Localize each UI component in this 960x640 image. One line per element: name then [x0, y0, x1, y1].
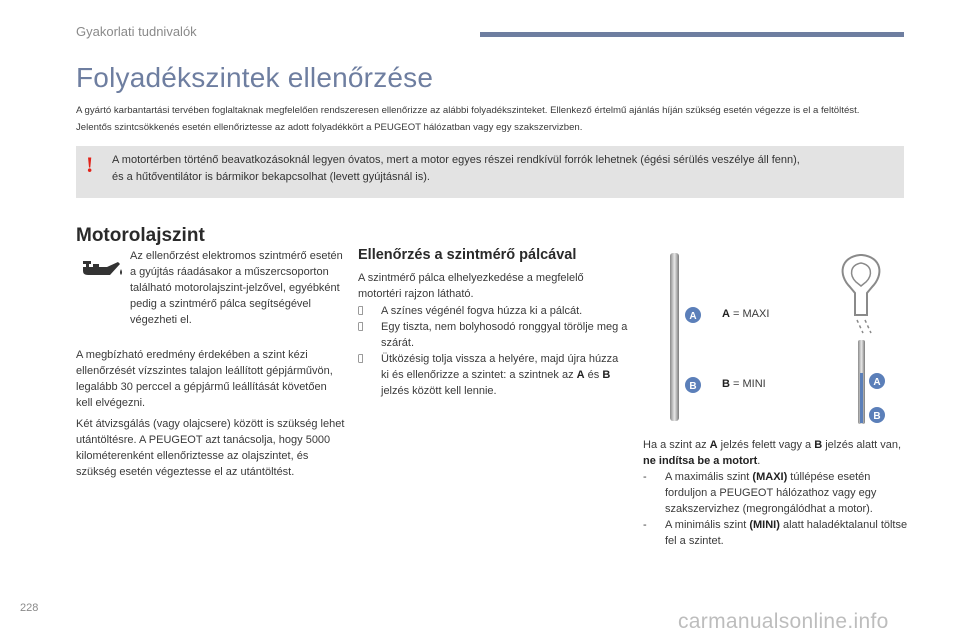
- marker-b-ref: B: [814, 439, 823, 451]
- marker-b-text: B: [689, 381, 697, 392]
- header-bar: [480, 32, 904, 37]
- marker-a-badge: [869, 373, 885, 389]
- marker-a-ref: A: [709, 439, 718, 451]
- bullet-icon: [358, 319, 378, 335]
- result-part: jelzés felett vagy a: [717, 439, 815, 451]
- warning-line: és a hűtőventilátor is bármikor bekapcsolhat (levett gyújtásnál is).: [112, 171, 430, 183]
- dipstick-illustration: [655, 245, 905, 430]
- dash-part: A maximális szint: [665, 471, 753, 483]
- bullet-icon: [358, 351, 378, 367]
- maxi-text: = MAXI: [729, 308, 770, 320]
- step-text: [358, 351, 628, 399]
- section-heading-engine-oil: Motorolajszint: [76, 225, 205, 246]
- dash-text: [643, 469, 913, 517]
- step-text-part: és: [584, 369, 603, 381]
- oil-intro-text: Az ellenőrzést elektromos szintmérő esetén a gyújtás ráadásakor a műszercsoporton található motorolajszint-jelzővel, egyébként pedig a szintmérő pálca segítségével végezheti el.: [130, 250, 343, 326]
- intro-line: Jelentős szintcsökkenés esetén ellenőriztesse az adott folyadékkört a PEUGEOT hálózatban vagy egy szakszervizben.: [76, 122, 583, 133]
- warning-icon: !: [86, 152, 94, 177]
- marker-b-badge: [685, 377, 701, 393]
- result-dash-item: [643, 469, 913, 517]
- marker-a-text: A: [689, 311, 697, 322]
- oil-can-icon: [80, 255, 124, 281]
- warning-box: [76, 146, 904, 198]
- warning-text: [112, 152, 892, 186]
- mini-text: = MINI: [729, 378, 766, 390]
- result-emphasis: ne indítsa be a motort: [643, 455, 758, 467]
- page-title: Folyadékszintek ellenőrzése: [76, 62, 434, 93]
- dipstick-step: [358, 351, 628, 399]
- result-part: Ha a szint az: [643, 439, 710, 451]
- step-text-part: Ütközésig tolja vissza a helyére, majd újra húzza ki és ellenőrizze a szintet: a szintnek az: [381, 353, 619, 381]
- page-number: 228: [20, 602, 39, 614]
- dipstick-step: [358, 303, 628, 319]
- dash-part: A minimális szint: [665, 519, 750, 531]
- watermark: carmanualsonline.info: [678, 610, 889, 633]
- dash-text: [643, 517, 913, 549]
- dipstick-full-view: [843, 255, 880, 424]
- warning-line: A motortérben történő beavatkozásoknál legyen óvatos, mert a motor egyes részei rendkívül forrók lehetnek (égési sérülés veszélye áll fenn),: [112, 154, 800, 166]
- step-text: Egy tiszta, nem bolyhosodó ronggyal törölje meg a szárát.: [381, 321, 628, 349]
- oil-paragraph: Két átvizsgálás (vagy olajcsere) között is szükség lehet utántöltésre. A PEUGEOT azt tanácsolja, hogy 5000 kilométerenként ellenőriztesse az olajszintet, és szükség esetén végeztesse el az utántöltést.: [76, 418, 345, 478]
- mini-letter: B: [722, 378, 730, 390]
- intro-text: [76, 102, 906, 136]
- result-part: .: [757, 455, 761, 467]
- bullet-icon: [358, 303, 378, 319]
- maxi-letter: A: [722, 308, 730, 320]
- result-dash-item: [643, 517, 913, 549]
- mini-label: [722, 378, 766, 390]
- dash-bullet: -: [643, 519, 647, 531]
- marker-b-ref: B: [602, 369, 611, 381]
- dash-bold: (MAXI): [752, 471, 788, 483]
- result-text: [643, 437, 913, 469]
- dipstick-step: [358, 319, 628, 351]
- maxi-label: [722, 308, 769, 320]
- marker-a-badge: [685, 307, 701, 323]
- marker-a-ref: A: [576, 369, 585, 381]
- dash-bold: (MINI): [749, 519, 780, 531]
- result-part: jelzés alatt van,: [822, 439, 902, 451]
- marker-b-text: B: [873, 411, 881, 422]
- oil-paragraph: A megbízható eredmény érdekében a szint kézi ellenőrzését vízszintes talajon leállított gépjárművön, legalább 30 perccel a gépjármű leállítását követően kell elvégezni.: [76, 349, 333, 409]
- dash-part: alatt haladéktalanul töltse fel a szintet.: [665, 519, 908, 547]
- dipstick-intro-text: A szintmérő pálca elhelyezkedése a megfelelő motortéri rajzon látható.: [358, 272, 584, 300]
- marker-b-badge: [869, 407, 885, 423]
- marker-a-text: A: [873, 377, 881, 388]
- running-header: Gyakorlati tudnivalók: [76, 24, 197, 39]
- step-text: A színes végénél fogva húzza ki a pálcát.: [381, 305, 583, 317]
- dash-part: túllépése esetén forduljon a PEUGEOT hálózathoz vagy egy szakszervizhez (megrongálódhat a motor).: [665, 471, 877, 515]
- dipstick-blade-closeup: [670, 253, 679, 421]
- step-text-part: jelzés között kell lennie.: [381, 385, 497, 397]
- intro-line: A gyártó karbantartási tervében foglaltaknak megfelelően rendszeresen ellenőrizze az alábbi folyadékszinteket. Ellenkező értelmű ajánlás híján szükség esetén végezze is el a feltöltést.: [76, 105, 860, 116]
- dash-bullet: -: [643, 471, 647, 483]
- subsection-heading-dipstick: Ellenőrzés a szintmérő pálcával: [358, 247, 577, 263]
